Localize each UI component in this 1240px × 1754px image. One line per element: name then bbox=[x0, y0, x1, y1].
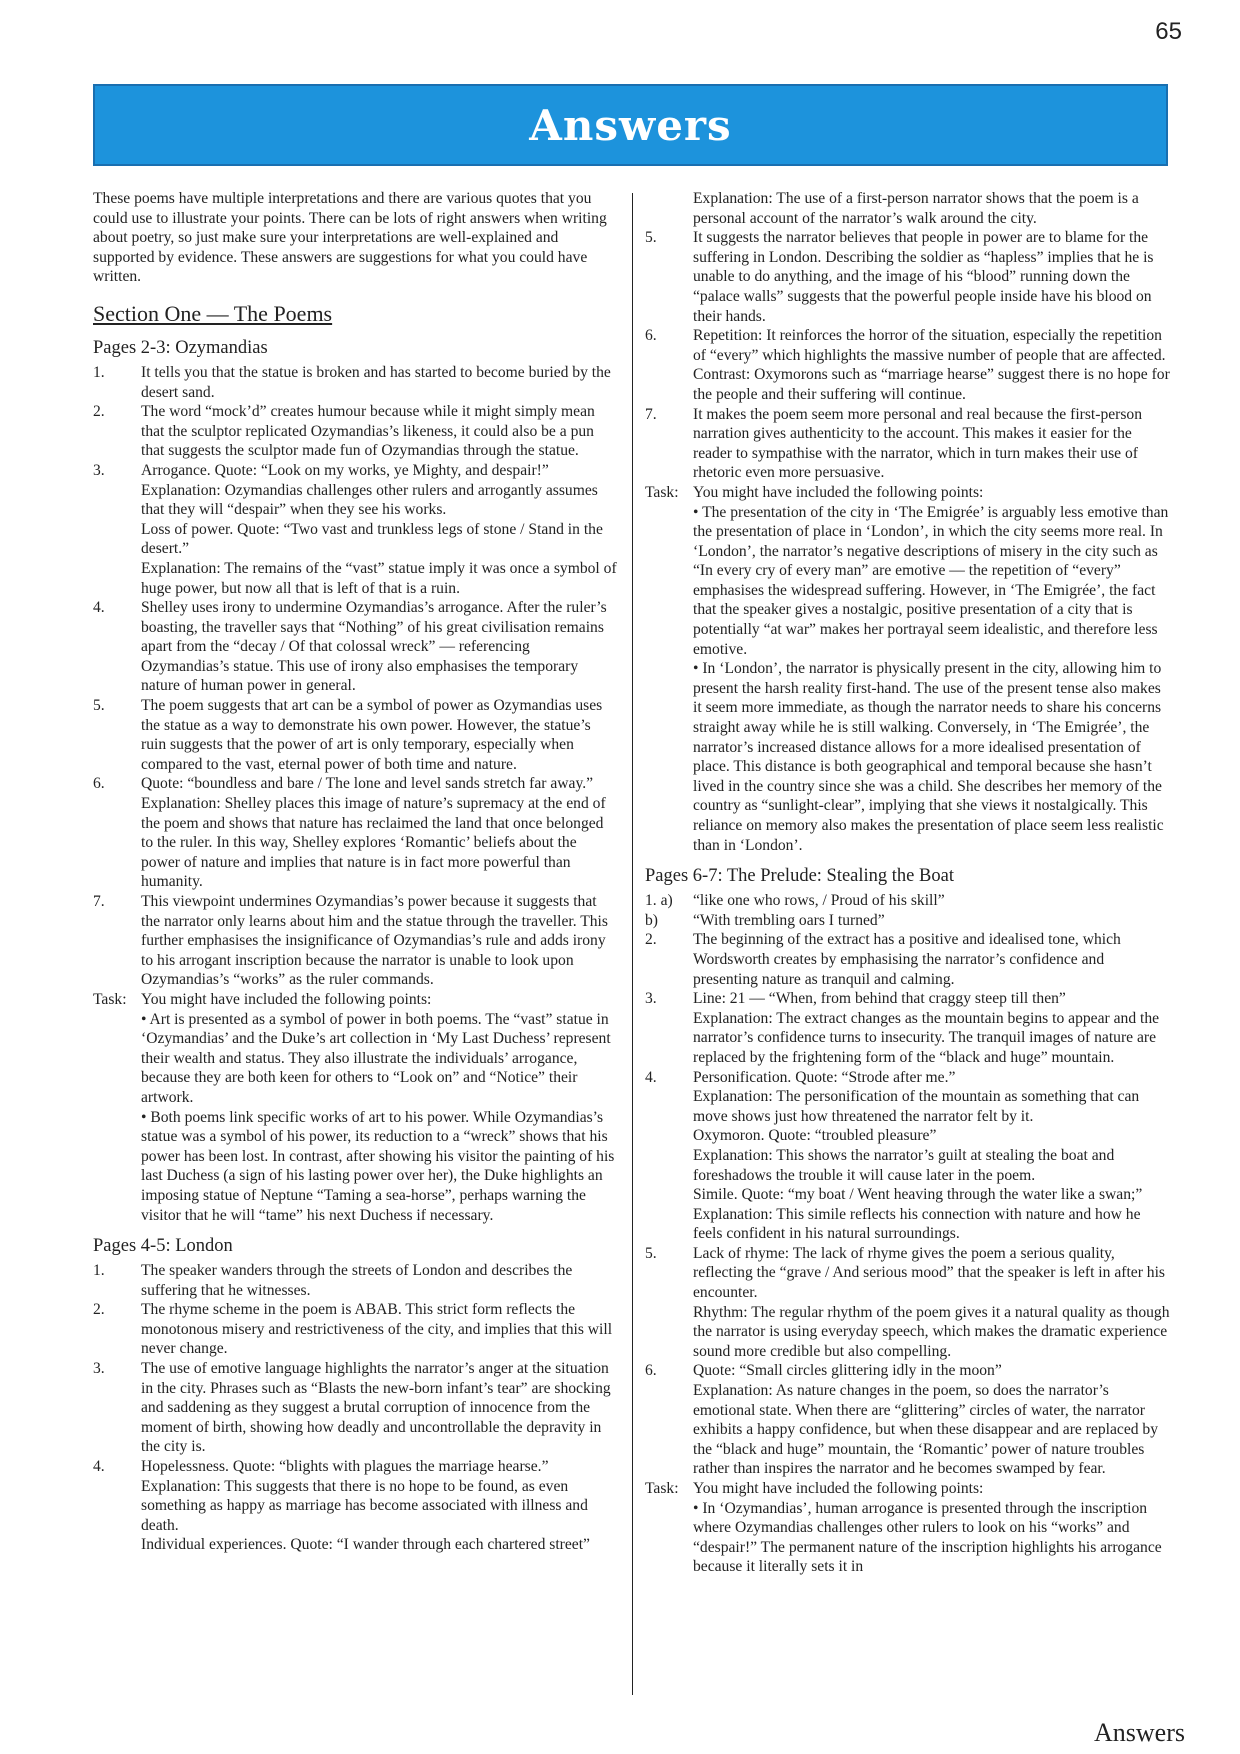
answer-item bbox=[645, 1479, 1171, 1577]
answer-paragraph: Explanation: This shows the narrator’s guilt at stealing the boat and foreshadows the trouble it will cause later in the poem. bbox=[693, 1146, 1115, 1184]
answer-paragraph: The use of emotive language highlights the narrator’s anger at the situation in the city. Phrases such as “Blasts the new-born infant’s tear” are shocking and saddening as they suggest a brutal corruption of innocence from the moment of birth, showing how deadly and uncontrollable the depravity in the city is. bbox=[141, 1360, 611, 1456]
answer-number: 7. bbox=[93, 893, 105, 910]
answer-item bbox=[645, 930, 1171, 989]
answer-body bbox=[141, 990, 619, 1225]
answer-body bbox=[141, 892, 619, 990]
answer-number bbox=[645, 189, 693, 228]
answer-body bbox=[693, 989, 1171, 1067]
left-column bbox=[93, 189, 619, 1555]
ozymandias-heading: Pages 2-3: Ozymandias bbox=[93, 337, 268, 358]
answer-body bbox=[141, 363, 619, 402]
answer-item bbox=[645, 228, 1171, 326]
answer-body bbox=[693, 483, 1171, 855]
answer-paragraph: The word “mock’d” creates humour because while it might simply mean that the sculptor replicated Ozymandias’s likeness, it could also be a pun that suggests the sculptor made fun of Ozymandias through the statue. bbox=[141, 403, 595, 460]
answer-body bbox=[693, 189, 1171, 228]
answer-paragraph: Rhythm: The regular rhythm of the poem gives it a natural quality as though the narrator is using everyday speech, which makes the dramatic experience sound more credible but also compelling. bbox=[693, 1303, 1170, 1360]
answer-body bbox=[141, 1300, 619, 1359]
section-title: Section One — The Poems bbox=[93, 300, 333, 326]
answer-item bbox=[645, 405, 1171, 483]
answer-body bbox=[693, 1244, 1171, 1362]
answer-body bbox=[693, 405, 1171, 483]
answer-number: 6. bbox=[645, 327, 657, 345]
answer-number: 1. bbox=[93, 363, 105, 381]
answer-item bbox=[645, 1361, 1171, 1479]
column-divider bbox=[632, 193, 633, 1695]
answer-paragraph: You might have included the following points: bbox=[141, 990, 432, 1008]
answer-body bbox=[141, 696, 619, 774]
london-answers bbox=[93, 1261, 619, 1555]
answer-item bbox=[645, 1244, 1171, 1362]
answer-paragraph: You might have included the following points: bbox=[693, 1480, 984, 1497]
answer-body bbox=[693, 1479, 1171, 1577]
london-answers-continued bbox=[645, 189, 1171, 855]
answer-paragraph: Explanation: Ozymandias challenges other rulers and arrogantly assumes that they will “despair” when they see his works. bbox=[141, 481, 598, 519]
answer-paragraph: • Both poems link specific works of art to his power. While Ozymandias’s statue was a symbol of his power, its reduction to a “wreck” shows that his power has been lost. In contrast, after showing his visitor the painting of his last Duchess (a sign of his lasting power over her), the Duke highlights an imposing statue of Neptune “Taming a sea-horse”, perhaps warning the visitor that he will “tame” his next Duchess if necessary. bbox=[141, 1108, 615, 1224]
answer-item bbox=[93, 1457, 619, 1555]
right-column bbox=[645, 189, 1171, 1577]
answer-paragraph: It suggests the narrator believes that people in power are to blame for the suffering in London. Describing the soldier as “hapless” implies that he is unable to do anything, and the image of his “blood” running down the “palace walls” suggests that the powerful people inside have his blood on their hands. bbox=[693, 229, 1154, 325]
answer-paragraph: Explanation: The use of a first-person narrator shows that the poem is a personal account of the narrator’s walk around the city. bbox=[693, 190, 1139, 227]
answer-item bbox=[93, 1359, 619, 1457]
answer-paragraph: • In ‘Ozymandias’, human arrogance is presented through the inscription where Ozymandias challenges other rulers to look on his “works” and “despair!” The permanent nature of the inscription highlights his arrogance because it literally sets it in bbox=[693, 1499, 1162, 1576]
answer-number: 5. bbox=[645, 229, 657, 247]
answer-number: Task: bbox=[645, 483, 679, 501]
answer-item bbox=[645, 326, 1171, 404]
answer-paragraph: Explanation: This suggests that there is no hope to be found, as even something as happy as marriage has become associated with illness and death. bbox=[141, 1477, 588, 1534]
answer-body bbox=[693, 326, 1171, 404]
answer-item bbox=[645, 1068, 1171, 1244]
answer-item bbox=[93, 363, 619, 402]
answer-paragraph: Simile. Quote: “my boat / Went heaving through the water like a swan;” bbox=[693, 1186, 1143, 1204]
answer-paragraph: The speaker wanders through the streets of London and describes the suffering that he witnesses. bbox=[141, 1262, 573, 1299]
answer-paragraph: Contrast: Oxymorons such as “marriage hearse” suggest there is no hope for the people and their suffering will continue. bbox=[693, 366, 1170, 403]
answer-body bbox=[141, 1359, 619, 1457]
intro-paragraph: These poems have multiple interpretations and there are various quotes that you could use to illustrate your points. There can be lots of right answers when writing about poetry, so just make sure your interpretations are well-explained and supported by evidence. These answers are suggestions for what you could have written. bbox=[93, 190, 607, 286]
answer-paragraph: Lack of rhyme: The lack of rhyme gives the poem a serious quality, reflecting the “grave / And serious mood” that the speaker is left in after his encounter. bbox=[693, 1244, 1165, 1302]
answer-item bbox=[93, 990, 619, 1225]
answer-paragraph: • Art is presented as a symbol of power in both poems. The “vast” statue in ‘Ozymandias’ and the Duke’s art collection in ‘My Last Duchess’ represent their wealth and status. They also illustrate the individuals’ arrogance, because they are both keen for others to “Look on” and “Notice” their artwork. bbox=[141, 1010, 611, 1106]
answer-paragraph: Explanation: The personification of the mountain as something that can move shows just how threatened the narrator felt by it. bbox=[693, 1088, 1140, 1125]
answer-body bbox=[141, 774, 619, 892]
answer-body bbox=[693, 1361, 1171, 1479]
ozymandias-answers bbox=[93, 363, 619, 1225]
answer-number: 6. bbox=[645, 1362, 657, 1380]
answer-number: 5. bbox=[645, 1244, 657, 1262]
answer-number: Task: bbox=[645, 1480, 679, 1497]
answer-paragraph: “With trembling oars I turned” bbox=[693, 911, 885, 929]
answer-paragraph: Arrogance. Quote: “Look on my works, ye Mighty, and despair!” bbox=[141, 461, 549, 479]
answer-item bbox=[93, 598, 619, 696]
answer-paragraph: The rhyme scheme in the poem is ABAB. This strict form reflects the monotonous misery and restrictiveness of the city, and implies that this will never change. bbox=[141, 1301, 613, 1358]
answer-body bbox=[693, 930, 1171, 989]
answer-body bbox=[141, 402, 619, 461]
answer-number: 3. bbox=[93, 461, 105, 479]
prelude-heading: Pages 6-7: The Prelude: Stealing the Boat bbox=[645, 866, 954, 887]
answer-number: 4. bbox=[93, 1458, 105, 1476]
banner-title: Answers bbox=[529, 100, 732, 150]
answer-body bbox=[141, 598, 619, 696]
answer-item bbox=[645, 989, 1171, 1067]
answer-number: 2. bbox=[93, 403, 105, 421]
answer-number: 7. bbox=[645, 405, 657, 423]
answer-item bbox=[645, 189, 1171, 228]
answer-paragraph: Explanation: As nature changes in the poem, so does the narrator’s emotional state. When there are “glittering” circles of water, the narrator exhibits a happy confidence, but when these disappear and are replaced by the “black and huge” mountain, the ‘Romantic’ power of nature troubles rather than inspires the narrator and he becomes swamped by fear. bbox=[693, 1382, 1159, 1478]
answer-body bbox=[693, 891, 1171, 911]
answer-number: 5. bbox=[93, 697, 105, 715]
answer-body bbox=[693, 911, 1171, 931]
answer-number: b) bbox=[645, 911, 658, 929]
answer-body bbox=[693, 228, 1171, 326]
answer-number: 4. bbox=[93, 599, 105, 617]
answer-paragraph: Hopelessness. Quote: “blights with plagues the marriage hearse.” bbox=[141, 1458, 549, 1476]
answer-paragraph: You might have included the following points: bbox=[693, 483, 984, 501]
answer-number: 3. bbox=[645, 990, 657, 1008]
answer-paragraph: • In ‘London’, the narrator is physically present in the city, allowing him to present the harsh reality first-hand. The use of the present tense also makes it seem more immediate, as though the narrator needs to share his concerns straight away while he is still walking. Conversely, in ‘The Emigrée’, the narrator’s increased distance allows for a more idealised presentation of place. This distance is both geographical and temporal because she hasn’t lived in the country since she was a child. She describes her memory of the country as “sunlight-clear”, implying that she views it nostalgically. This reliance on memory also makes the presentation of place seem less realistic than in ‘London’. bbox=[693, 660, 1164, 854]
answer-paragraph: Personification. Quote: “Strode after me.” bbox=[693, 1068, 956, 1086]
answer-paragraph: The beginning of the extract has a positive and idealised tone, which Wordsworth creates by emphasising the narrator’s confidence and presenting nature as tranquil and calming. bbox=[693, 931, 1121, 988]
answer-body bbox=[693, 1068, 1171, 1244]
answer-item bbox=[93, 402, 619, 461]
answer-paragraph: Loss of power. Quote: “Two vast and trunkless legs of stone / Stand in the desert.” bbox=[141, 520, 603, 558]
answer-number: 4. bbox=[645, 1068, 657, 1086]
answer-body bbox=[141, 1261, 619, 1300]
page-number: 65 bbox=[1155, 18, 1182, 45]
answer-item bbox=[93, 696, 619, 774]
answer-item bbox=[93, 892, 619, 990]
answer-paragraph: Shelley uses irony to undermine Ozymandias’s arrogance. After the ruler’s boasting, the traveller says that “Nothing” of his great civilisation remains apart from the “decay / Of that colossal wreck” — referencing Ozymandias’s statue. This use of irony also emphasises the temporary nature of human power in general. bbox=[141, 599, 607, 695]
answer-number: 1. a) bbox=[645, 892, 673, 910]
answer-body bbox=[141, 461, 619, 598]
answer-paragraph: Explanation: Shelley places this image of nature’s supremacy at the end of the poem and shows that nature has reclaimed the land that once belonged to the ruler. In this way, Shelley explores ‘Romantic’ beliefs about the power of nature and implies that nature is in fact more powerful than humanity. bbox=[141, 795, 606, 891]
answer-number: 2. bbox=[93, 1301, 105, 1319]
answer-paragraph: “like one who rows, / Proud of his skill” bbox=[693, 892, 945, 910]
answer-number: 2. bbox=[645, 931, 657, 949]
answer-paragraph: This viewpoint undermines Ozymandias’s power because it suggests that the narrator only learns about him and the statue through the traveller. This further emphasises the insignificance of Ozymandias’s rule and adds irony to his arrogant inscription because the narrator is unable to look upon Ozymandias’s “works” as the ruler commands. bbox=[141, 893, 608, 989]
prelude-answers bbox=[645, 891, 1171, 1577]
answer-paragraph: It makes the poem seem more personal and real because the first-person narration gives authenticity to the account. This makes it easier for the reader to sympathise with the narrator, which in turn makes their use of rhetoric even more persuasive. bbox=[693, 405, 1143, 482]
answer-paragraph: Explanation: The extract changes as the mountain begins to appear and the narrator’s confidence turns to insecurity. The tranquil images of nature are replaced by the frightening form of the “black and huge” mountain. bbox=[693, 1009, 1160, 1066]
answer-item bbox=[645, 911, 1171, 931]
answer-paragraph: Individual experiences. Quote: “I wander through each chartered street” bbox=[141, 1536, 590, 1554]
answer-item bbox=[93, 1261, 619, 1300]
answer-item bbox=[93, 774, 619, 892]
london-heading: Pages 4-5: London bbox=[93, 1236, 233, 1257]
answer-paragraph: The poem suggests that art can be a symbol of power as Ozymandias uses the statue as a way to demonstrate his own power. However, the statue’s ruin suggests that the power of art is only temporary, especially when compared to the vast, eternal power of both time and nature. bbox=[141, 697, 603, 773]
answer-paragraph: Quote: “boundless and bare / The lone and level sands stretch far away.” bbox=[141, 775, 594, 793]
answer-paragraph: Oxymoron. Quote: “troubled pleasure” bbox=[693, 1127, 937, 1145]
answer-number: 3. bbox=[93, 1360, 105, 1378]
answers-banner bbox=[93, 84, 1168, 166]
answer-number: 1. bbox=[93, 1262, 105, 1280]
answer-number: Task: bbox=[93, 990, 127, 1008]
answer-paragraph: Quote: “Small circles glittering idly in the moon” bbox=[693, 1362, 1002, 1380]
answer-paragraph: Line: 21 — “When, from behind that craggy steep till then” bbox=[693, 990, 1066, 1008]
answer-item bbox=[645, 483, 1171, 855]
answer-paragraph: Repetition: It reinforces the horror of the situation, especially the repetition of “every” which highlights the massive number of people that are affected. bbox=[693, 327, 1166, 364]
answer-item bbox=[645, 891, 1171, 911]
answer-paragraph: • The presentation of the city in ‘The Emigrée’ is arguably less emotive than the presentation of place in ‘London’, in which the city seems more real. In ‘London’, the narrator’s negative descriptions of misery in the city such as “In every cry of every man” are emotive — the repetition of “every” emphasises the widespread suffering. However, in ‘The Emigrée’, the fact that the speaker gives a nostalgic, positive presentation of a city that is potentially “at war” makes her portrayal seem idealistic, and therefore less emotive. bbox=[693, 503, 1169, 658]
answer-paragraph: Explanation: The remains of the “vast” statue imply it was once a symbol of huge power, but now all that is left of that is a ruin. bbox=[141, 559, 617, 597]
answer-item bbox=[93, 1300, 619, 1359]
answer-paragraph: Explanation: This simile reflects his connection with nature and how he feels confident in his natural surroundings. bbox=[693, 1205, 1141, 1243]
answer-paragraph: It tells you that the statue is broken and has started to become buried by the desert sand. bbox=[141, 363, 611, 401]
answer-number: 6. bbox=[93, 775, 105, 793]
footer-label: Answers bbox=[1094, 1718, 1185, 1747]
answer-body bbox=[141, 1457, 619, 1555]
answer-item bbox=[93, 461, 619, 598]
